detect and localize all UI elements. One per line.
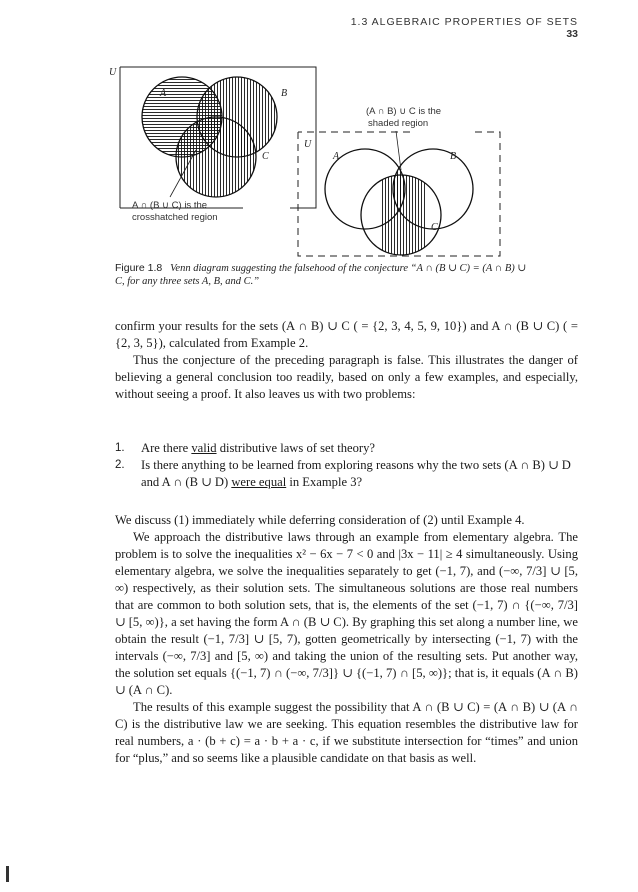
paragraph-4: We approach the distributive laws through an example from elementary algebra. The problem is to solve the inequalities x² − 6x − 7 < 0 and |3x − 11| ≥ 4 simultaneously. Using elementary algebra, we solve the inequalities separately to get (−1, 7), and (−∞, 7/3] ∪ [5, ∞) respectively, as their solution sets. The simultaneous solutions are those real numbers that are common to both solution sets, that is, the elements of the set (−1, 7) ∩ {(−∞, 7/3] ∪ [5, ∞)}, a set having the form A ∩ (B ∪ C). By graphing this set along a number line, we obtain the result (−1, 7/3] ∪ [5, 7), gotten geometrically by intersecting (−1, 7) with the intervals (−∞, 7/3] and [5, ∞) and taking the union of the resulting sets. Put another way, the solution set equals {(−1, 7) ∩ (−∞, 7/3]} ∪ {(−1, 7) ∩ [5, ∞)}; that is, it equals (A ∩ B) ∪ (A ∩ C). xyxy=(115,530,578,697)
left-annotation-line2: crosshatched region xyxy=(132,212,218,223)
list-item-text: Is there anything to be learned from exploring reasons why the two sets (A ∩ B) ∪ D and A ∩ (B ∪ D) xyxy=(141,458,571,489)
problem-list xyxy=(115,440,578,491)
right-annotation-line2: shaded region xyxy=(368,118,429,129)
list-item-underlined: valid xyxy=(191,441,217,455)
paragraph-1: confirm your results for the sets (A ∩ B) ∪ C ( = {2, 3, 4, 5, 9, 10}) and A ∩ (B ∪ C) ( = {2, 3, 5}), calculated from Example 2. xyxy=(115,319,578,350)
list-item-text: in Example 3? xyxy=(286,475,363,489)
main-text xyxy=(115,512,578,767)
left-annotation-line1: A ∩ (B ∪ C) is the xyxy=(132,200,208,211)
right-venn-diagram xyxy=(298,106,500,256)
running-head-title: 1.3 ALGEBRAIC PROPERTIES OF SETS xyxy=(350,16,578,28)
left-label-c: C xyxy=(262,151,269,162)
list-item-underlined: were equal xyxy=(231,475,287,489)
list-item xyxy=(115,457,578,491)
right-annotation-line1: (A ∩ B) ∪ C is the xyxy=(366,106,442,117)
left-label-b: B xyxy=(281,88,288,99)
paragraph-3: We discuss (1) immediately while deferring consideration of (2) until Example 4. xyxy=(115,513,525,527)
margin-mark xyxy=(6,866,9,882)
figure-caption-label: Figure 1.8 xyxy=(115,262,163,274)
left-venn-diagram xyxy=(109,67,316,223)
list-item-text: Are there xyxy=(141,441,192,455)
figure-caption-text: Venn diagram suggesting the falsehood of the conjecture “A ∩ (B ∪ C) = (A ∩ B) ∪ C, for any three sets A, B, and C.” xyxy=(115,263,527,287)
page-number: 33 xyxy=(566,28,578,40)
left-universe-label: U xyxy=(109,67,117,78)
paragraph-5: The results of this example suggest the possibility that A ∩ (B ∪ C) = (A ∩ B) ∪ (A ∩ C) is the distributive law we are seeking. This equation resembles the distributive law for real numbers, a · (b + c) = a · b + a · c, if we substitute intersection for “times” and union for “plus,” and so seems like a plausible candidate on that basis as well. xyxy=(115,700,578,765)
right-label-b: B xyxy=(450,151,457,162)
list-item xyxy=(115,440,578,457)
paragraph-confirm xyxy=(115,318,578,403)
list-item-number: 2. xyxy=(115,459,125,471)
figure-caption xyxy=(115,262,535,288)
right-label-c: C xyxy=(431,222,438,233)
right-label-a: A xyxy=(333,151,340,162)
venn-figure xyxy=(0,0,638,262)
left-label-a: A xyxy=(160,88,167,99)
paragraph-2: Thus the conjecture of the preceding paragraph is false. This illustrates the danger of believing a general conclusion too readily, based on only a few examples, and especially, without seeing a proof. It also leaves us with two problems: xyxy=(115,353,578,401)
list-item-number: 1. xyxy=(115,442,125,454)
right-universe-label: U xyxy=(304,139,312,150)
list-item-text: distributive laws of set theory? xyxy=(216,441,375,455)
